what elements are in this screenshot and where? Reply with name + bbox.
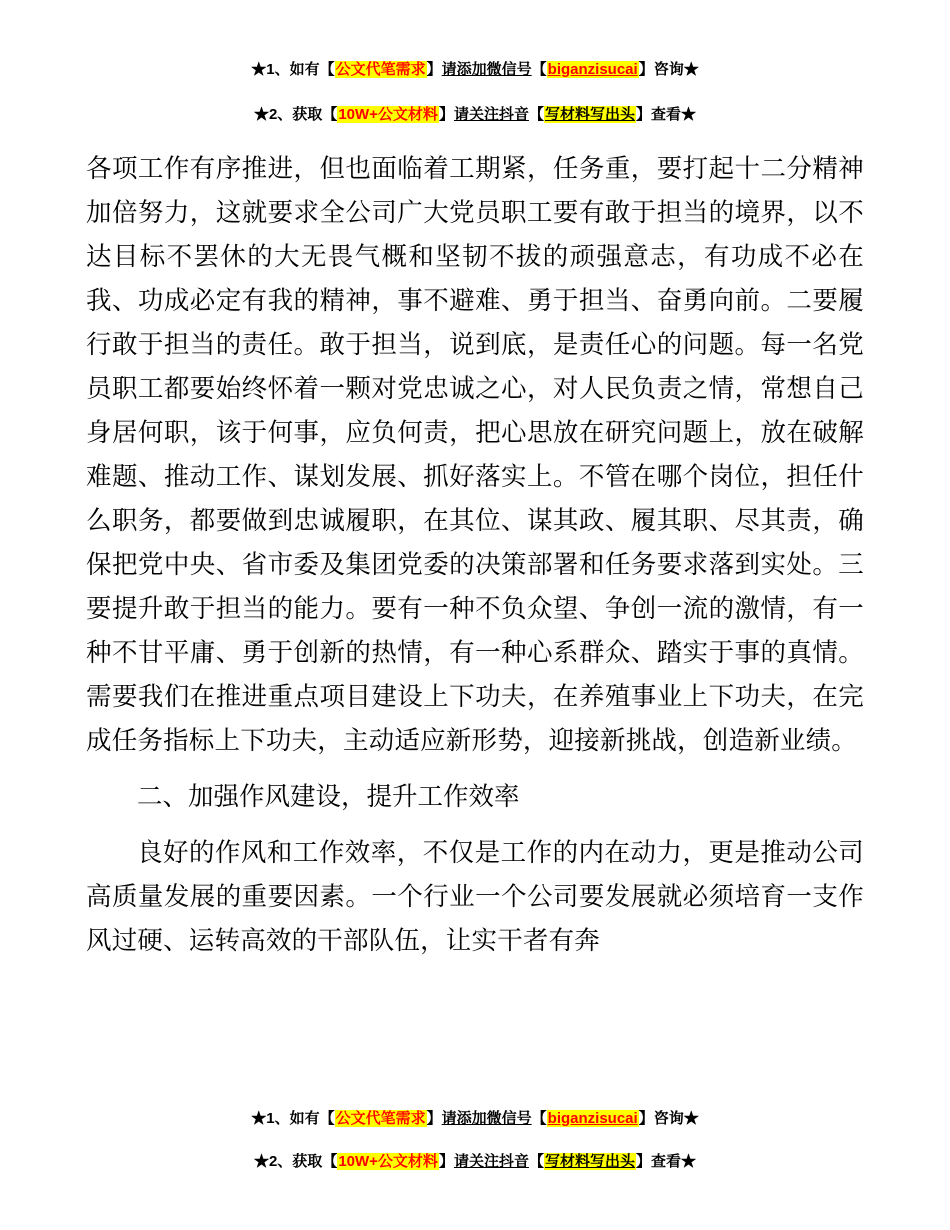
promo-tag-materials: 10W+公文材料 bbox=[338, 1152, 438, 1170]
brace-open: 【 bbox=[322, 1152, 338, 1170]
brace-close: 】 bbox=[426, 1110, 442, 1127]
promo-prefix: 2、获取 bbox=[268, 1152, 323, 1170]
brace-close-2: 】 bbox=[638, 1110, 654, 1127]
promo-banner-top bbox=[86, 0, 864, 123]
brace-close-2: 】 bbox=[636, 105, 652, 123]
promo-middle: 请添加微信号 bbox=[441, 61, 532, 78]
promo-banner-bottom bbox=[86, 1111, 864, 1230]
heading-spacer bbox=[86, 819, 864, 831]
promo-tag-wechat-id: biganzisucai bbox=[547, 61, 638, 78]
star-icon: ★ bbox=[251, 61, 267, 78]
brace-close: 】 bbox=[438, 1152, 454, 1170]
star-icon: ★ bbox=[253, 1152, 269, 1170]
brace-open: 【 bbox=[319, 61, 335, 78]
promo-line-1 bbox=[86, 0, 864, 79]
star-icon-right: ★ bbox=[683, 61, 699, 78]
brace-open-2: 【 bbox=[531, 61, 547, 78]
promo-suffix: 查看 bbox=[651, 105, 682, 123]
body-paragraph-2: 良好的作风和工作效率，不仅是工作的内在动力，更是推动公司高质量发展的重要因素。一个行业一个公司要发展就必须培育一支作风过硬、运转高效的干部队伍，让实干者有奔 bbox=[86, 839, 864, 955]
brace-close: 】 bbox=[438, 105, 454, 123]
paragraph-spacer bbox=[86, 763, 864, 775]
promo-prefix: 1、如有 bbox=[266, 61, 320, 78]
brace-open-2: 【 bbox=[531, 1110, 547, 1127]
promo-tag-demand: 公文代笔需求 bbox=[335, 61, 426, 78]
promo-middle: 请关注抖音 bbox=[453, 1152, 529, 1170]
brace-close-2: 】 bbox=[636, 1152, 652, 1170]
section-heading-2: 二、加强作风建设，提升工作效率 bbox=[137, 783, 520, 811]
promo-line-2 bbox=[86, 1128, 864, 1171]
promo-suffix: 查看 bbox=[651, 1152, 682, 1170]
brace-open-2: 【 bbox=[528, 105, 544, 123]
star-icon-right: ★ bbox=[681, 105, 697, 123]
promo-line-1 bbox=[86, 1111, 864, 1128]
document-body bbox=[86, 123, 864, 1111]
promo-tag-wechat-id: biganzisucai bbox=[547, 1110, 638, 1127]
star-icon: ★ bbox=[253, 105, 269, 123]
promo-middle: 请关注抖音 bbox=[453, 105, 529, 123]
promo-suffix: 咨询 bbox=[653, 1110, 684, 1127]
brace-open: 【 bbox=[322, 105, 338, 123]
promo-suffix: 咨询 bbox=[653, 61, 684, 78]
brace-open: 【 bbox=[319, 1110, 335, 1127]
promo-prefix: 2、获取 bbox=[268, 105, 323, 123]
promo-tag-materials: 10W+公文材料 bbox=[338, 105, 438, 123]
promo-tag-douyin-account: 写材料写出头 bbox=[544, 1152, 635, 1170]
promo-prefix: 1、如有 bbox=[266, 1110, 320, 1127]
promo-tag-douyin-account: 写材料写出头 bbox=[544, 105, 635, 123]
brace-close-2: 】 bbox=[638, 61, 654, 78]
body-paragraph-1: 各项工作有序推进，但也面临着工期紧，任务重，要打起十二分精神加倍努力，这就要求全公司广大党员职工要有敢于担当的境界，以不达目标不罢休的大无畏气概和坚韧不拔的顽强意志，有功成不必在我、功成必定有我的精神，事不避难、勇于担当、奋勇向前。二要履行敢于担当的责任。敢于担当，说到底，是责任心的问题。每一名党员职工都要始终怀着一颗对党忠诚之心，对人民负责之情，常想自己身居何职，该于何事，应负何责，把心思放在研究问题上，放在破解难题、推动工作、谋划发展、抓好落实上。不管在哪个岗位，担任什么职务，都要做到忠诚履职，在其位、谋其政、履其职、尽其责，确保把党中央、省市委及集团党委的决策部署和任务要求落到实处。三要提升敢于担当的能力。要有一种不负众望、争创一流的激情，有一种不甘平庸、勇于创新的热情，有一种心系群众、踏实于事的真情。需要我们在推进重点项目建设上下功夫，在养殖事业上下功夫，在完成任务指标上下功夫，主动适应新形势，迎接新挑战，创造新业绩。 bbox=[86, 155, 864, 755]
star-icon-right: ★ bbox=[683, 1110, 699, 1127]
promo-middle: 请添加微信号 bbox=[441, 1110, 532, 1127]
brace-close: 】 bbox=[426, 61, 442, 78]
promo-tag-demand: 公文代笔需求 bbox=[335, 1110, 426, 1127]
star-icon: ★ bbox=[251, 1110, 267, 1127]
brace-open-2: 【 bbox=[528, 1152, 544, 1170]
promo-line-2 bbox=[86, 79, 864, 124]
star-icon-right: ★ bbox=[681, 1152, 697, 1170]
